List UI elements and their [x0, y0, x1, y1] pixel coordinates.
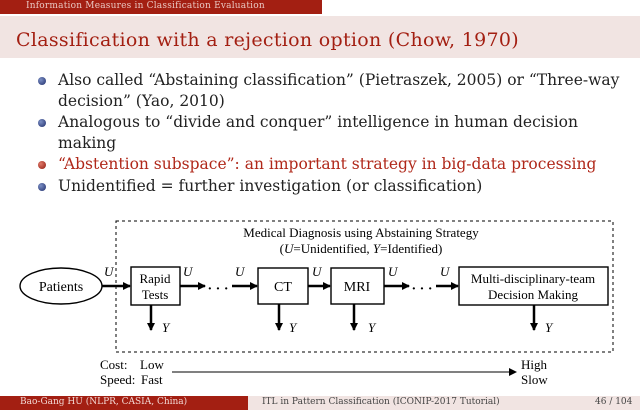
u-label: U	[440, 264, 450, 279]
y-label: Y	[162, 320, 170, 335]
high-label: High	[521, 357, 547, 372]
slide-title: Classification with a rejection option (Chow, 1970)	[16, 29, 519, 51]
cost-low-label: Low	[140, 357, 164, 372]
footer-author: Bao-Gang HU (NLPR, CASIA, China)	[20, 397, 188, 407]
u-label: U	[104, 264, 114, 279]
footer-talk-title: ITL in Pattern Classification (ICONIP-2017 Tutorial)	[262, 397, 500, 407]
diagram-title: Medical Diagnosis using Abstaining Strategy	[243, 225, 479, 240]
slow-label: Slow	[521, 372, 548, 387]
y-label: Y	[545, 320, 553, 335]
footer-author-bar	[0, 396, 248, 410]
footer-bar	[0, 396, 640, 410]
team-decision-label: Multi-disciplinary-team	[470, 271, 596, 286]
ellipsis-label: · · ·	[411, 282, 433, 297]
u-label: U	[183, 264, 193, 279]
footer-page-number: 46 / 104	[595, 397, 633, 407]
bullet-text: Analogous to “divide and conquer” intelligence in human decision making	[58, 113, 578, 152]
diagram-subtitle: (U=Unidentified, Y=Identified)	[279, 241, 443, 256]
cost-label: Cost:	[100, 357, 128, 372]
rapid-tests-label: Rapid	[139, 271, 171, 286]
u-label: U	[388, 264, 398, 279]
patients-label: Patients	[38, 280, 84, 295]
team-decision-label: Decision Making	[488, 287, 578, 302]
bullet-text: Unidentified = further investigation (or classification)	[58, 176, 483, 195]
mri-label: MRI	[343, 280, 371, 295]
u-label: U	[235, 264, 245, 279]
header-section-title: Information Measures in Classification Evaluation	[26, 1, 265, 11]
y-label: Y	[368, 320, 376, 335]
rapid-tests-label: Tests	[141, 287, 169, 302]
footer-talk-bar	[248, 396, 640, 410]
ct-label: CT	[274, 280, 292, 295]
speed-fast-label: Fast	[141, 372, 163, 387]
bullet-text: Also called “Abstaining classification” (Pietraszek, 2005) or “Three-way decision” (Yao, 2010)	[58, 71, 620, 110]
y-label: Y	[289, 320, 297, 335]
u-label: U	[312, 264, 322, 279]
speed-label: Speed:	[100, 372, 136, 387]
bullet-text: “Abstention subspace”: an important strategy in big-data processing	[58, 155, 597, 173]
ellipsis-label: · · ·	[207, 282, 229, 297]
